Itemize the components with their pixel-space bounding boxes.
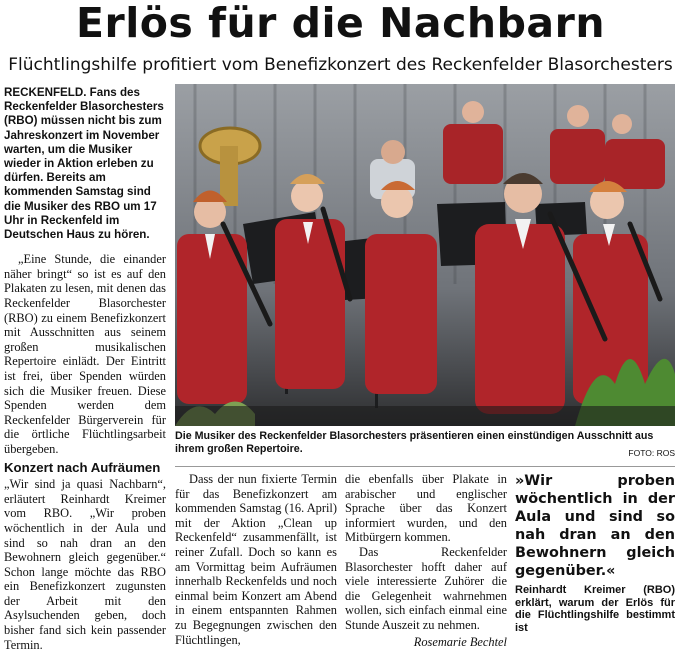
- photo-caption: Die Musiker des Reckenfelder Blasorchesters präsentieren einen einstündigen Ausschnitt aus ihrem großen Repertoire.: [175, 430, 654, 455]
- subheadline: Flüchtlingshilfe profitiert vom Benefizkonzert des Reckenfelder Blasorchesters: [8, 55, 673, 75]
- concert-photo: [175, 84, 675, 426]
- paragraph: „Wir sind ja quasi Nachbarn“, erläutert Reinhardt Kreimer vom RBO. „Wir proben wöchentlich in der Aula und sind so nah dran an den Bewohnern gleich gegenüber.“ Schon lange möchte das RBO ein Benefizkonzert zugunsten der Arbeit mit den Asylsuchenden geben, doch bisher fand sich kein passender Termin.: [4, 477, 166, 652]
- paragraph: Das Reckenfelder Blasorchester hofft daher auf viele interessierte Zuhörer die die Gelegenheit wahrnehmen wollen, sich einfach einmal eine Stunde Auszeit zu nehmen.: [345, 544, 507, 632]
- divider: [175, 466, 675, 467]
- subheading: Konzert nach Aufräumen: [4, 459, 161, 475]
- lead-paragraph: RECKENFELD. Fans des Reckenfelder Blasorchesters (RBO) müssen nicht bis zum Jahreskonzert im November warten, um die Musiker wieder in Aktion erleben zu dürfen. Bereits am kommenden Samstag sind die Musiker des RBO um 17 Uhr in Reckenfeld im Deutschen Haus zu hören.: [4, 86, 164, 242]
- band-photo-illustration: [175, 84, 675, 426]
- column-left: [4, 86, 166, 652]
- author: Rosemarie Bechtel: [413, 634, 507, 649]
- pull-quote: »Wir proben wöchentlich in der Aula und sind so nah dran an den Bewohnern gleich gegenüber.«: [515, 473, 675, 579]
- paragraph: Dass der nun fixierte Termin für das Benefizkonzert am kommenden Samstag (16. April) mit der Aktion „Clean up Reckenfeld“ zusammenfällt, ist reiner Zufall. Doch so kann es am Vormittag beim Aufräumen innerhalb Reckenfelds und noch einmal beim Konzert am Abend in einem entspannten Rahmen zu Begegnungen zwischen den Flüchtlingen,: [175, 472, 337, 647]
- paragraph: die ebenfalls über Plakate in arabischer und englischer Sprache über das Konzert informiert wurden, und den Mitbürgern kommen.: [345, 472, 507, 545]
- column-middle: [175, 472, 337, 647]
- pull-quote-attribution: Reinhardt Kreimer (RBO) erklärt, warum der Erlös für die Flüchtlingshilfe bestimmt ist: [515, 584, 675, 634]
- headline: Erlös für die Nachbarn: [75, 0, 606, 47]
- paragraph: „Eine Stunde, die einander näher bringt“ so ist es auf den Plakaten zu lesen, mit denen das Reckenfelder Blasorchester (RBO) zu einem Benefizkonzert mit Ausschnitten aus seinem großen musikalischen Repertoire einlädt. Der Eintritt ist frei, über Spenden würden sich die Musiker freuen. Diese Spenden werden dem Reckenfelder Bürgerverein für die örtliche Flüchtlingsarbeit übergeben.: [4, 252, 166, 456]
- column-right: [345, 472, 507, 649]
- pull-quote-box: [515, 472, 675, 634]
- photo-credit: FOTO: ROS: [628, 448, 675, 458]
